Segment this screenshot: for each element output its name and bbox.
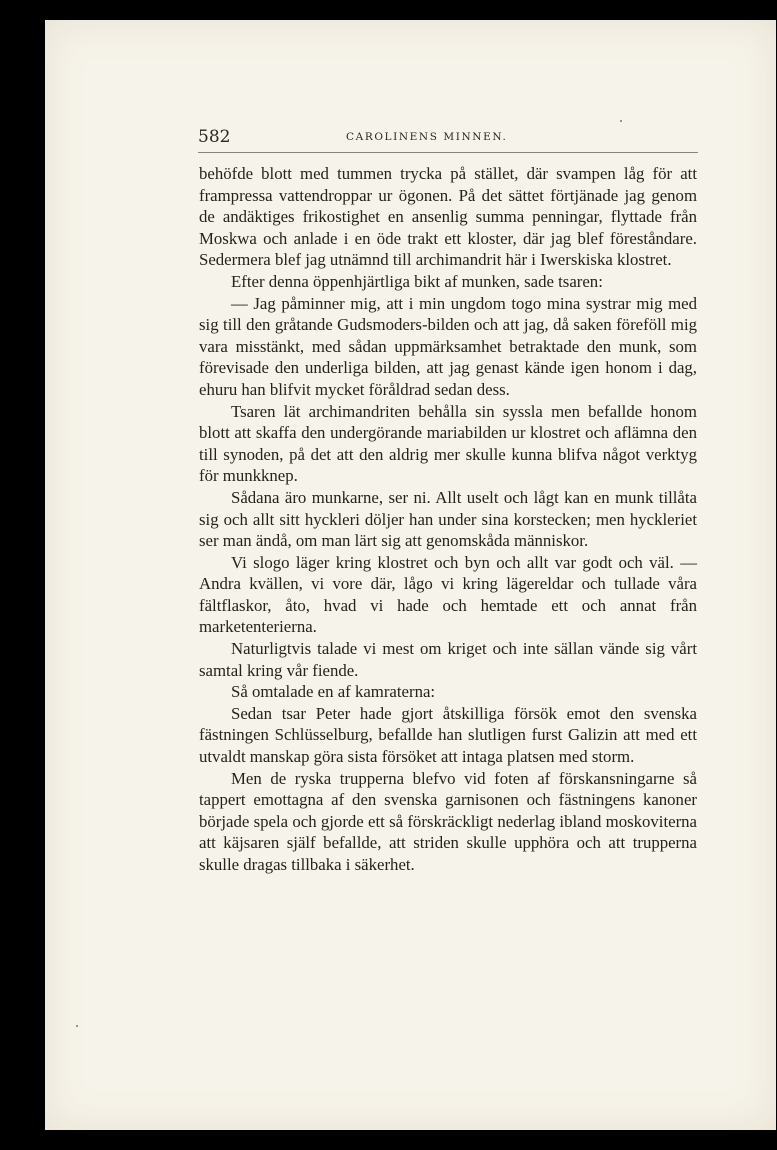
paragraph: behöfde blott med tummen trycka på stället, där svampen låg för att frampressa vattendroppar ur ögonen. På det sättet förtjänade jag genom de andäktiges frikostighet en ansenlig summa penningar, flyttade från Moskwa och anlade i en öde trakt ett kloster, där jag blef föreståndare. Sedermera blef jag utnämnd till archimandrit här i Iwerskiska klostret. <box>199 164 697 270</box>
paragraph: Sådana äro munkarne, ser ni. Allt uselt och lågt kan en munk tillåta sig och allt sitt hyckleri döljer han under sina korstecken; men hyckleriet ser man ändå, om man lärt sig att genomskåda människor. <box>199 487 697 551</box>
paper-speck <box>76 1025 78 1027</box>
page-number: 582 <box>198 127 231 147</box>
paragraph: Efter denna öppenhjärtliga bikt af munken, sade tsaren: <box>231 271 603 291</box>
paragraph: — Jag påminner mig, att i min ungdom togo mina systrar mig med sig till den gråtande Gudsmoders-bilden och att jag, då saken föreföll mig vara misstänkt, med sådan uppmärksamhet betraktade den munk, som förevisade den underliga bilden, att jag genast kände igen honom i dag, ehuru han blifvit mycket föråldrad sedan dess. <box>199 293 697 399</box>
paragraph: Sedan tsar Peter hade gjort åtskilliga försök emot den svenska fästningen Schlüsselburg, befallde han slutligen furst Galizin att med ett utvaldt manskap göra sista försöket att intaga platsen med storm. <box>199 703 697 767</box>
paragraph: Naturligtvis talade vi mest om kriget och inte sällan vände sig vårt samtal kring vår fiende. <box>199 639 697 680</box>
running-title: CAROLINENS MINNEN. <box>346 131 508 143</box>
paper-speck <box>620 120 622 122</box>
paragraph: Vi slogo läger kring klostret och byn och allt var godt och väl. — Andra kvällen, vi vore där, lågo vi kring lägereldar och tullade våra fältflaskor, åto, hvad vi hade och hemtade ett och annat från marketenterierna. <box>199 552 697 637</box>
header-rule <box>198 152 698 153</box>
paragraph: Så omtalade en af kamraterna: <box>231 682 436 702</box>
paragraph: Men de ryska trupperna blefvo vid foten af förskansningarne så tappert emottagna af den svenska garnisonen och fästningens kanoner började spela och gjorde ett så förskräckligt nederlag ibland moskoviterna att käjsaren själf befallde, att striden skulle upphöra och att trupperna skulle dragas tillbaka i säkerhet. <box>199 768 697 874</box>
paragraph: Tsaren lät archimandriten behålla sin syssla men befallde honom blott att skaffa den undergörande mariabilden ur klostret och aflämna den till synoden, på det att den aldrig mer skulle kunna blifva något verktyg för munkknep. <box>199 401 697 486</box>
body-text <box>199 163 697 876</box>
